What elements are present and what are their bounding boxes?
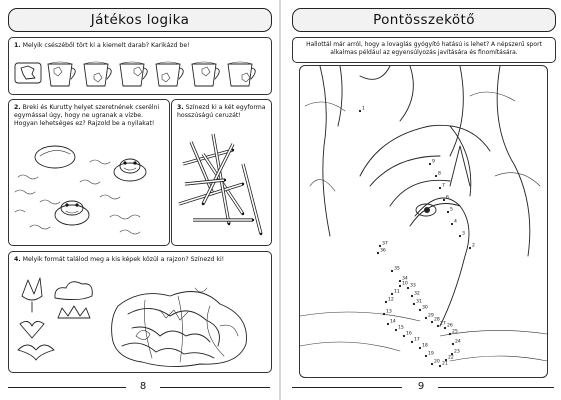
dot-label: 22 — [448, 355, 454, 361]
dot-point[interactable] — [395, 329, 397, 331]
dot-label: 8 — [438, 171, 441, 177]
dot-point[interactable] — [413, 303, 415, 305]
dot-label: 31 — [416, 299, 422, 305]
pencil-icon[interactable] — [243, 164, 262, 235]
numbered-dots[interactable] — [359, 106, 475, 368]
dot-point[interactable] — [439, 365, 441, 367]
task-2-question: 2. Breki és Kurutty helyet szeretnének cserélni egymással úgy, hogy ne ugranak a vízbe. Hogyan lehetséges ez? Rajzold be a nyilakat! — [14, 104, 160, 127]
dot-label: 25 — [452, 329, 458, 335]
right-page-title: Pontösszekötő — [292, 8, 556, 32]
dot-point[interactable] — [451, 223, 453, 225]
dot-point[interactable] — [425, 317, 427, 319]
dot-point[interactable] — [385, 301, 387, 303]
left-footer-line — [160, 387, 270, 388]
pencil-icon[interactable] — [193, 219, 254, 221]
broken-piece-icon[interactable] — [14, 62, 42, 84]
left-footer-line — [8, 387, 126, 388]
dot-point[interactable] — [419, 309, 421, 311]
dot-label: 19 — [428, 351, 434, 357]
dot-point[interactable] — [437, 325, 439, 327]
tangled-shapes-drawing[interactable] — [112, 288, 247, 367]
horse-dot-to-dot-picture[interactable] — [300, 66, 547, 377]
dot-point[interactable] — [447, 211, 449, 213]
shapes-picture — [10, 266, 268, 370]
dot-label: 9 — [432, 159, 435, 165]
grass — [300, 312, 547, 361]
dot-point[interactable] — [379, 245, 381, 247]
dot-point[interactable] — [425, 355, 427, 357]
frog-icon[interactable] — [114, 159, 146, 181]
left-page-title: Játékos logika — [8, 8, 272, 32]
dot-point[interactable] — [383, 313, 385, 315]
dot-point[interactable] — [469, 247, 471, 249]
dot-point[interactable] — [359, 110, 361, 112]
task-4-question: 4. Melyik formát találod meg a kis képek közül a rajzon? Színezd ki! — [14, 256, 225, 263]
cloud-icon[interactable] — [55, 282, 92, 300]
dot-point[interactable] — [449, 333, 451, 335]
dot-point[interactable] — [399, 285, 401, 287]
dot-label: 4 — [454, 219, 457, 225]
dot-label: 12 — [388, 297, 394, 303]
dot-label: 11 — [394, 289, 400, 295]
dot-label: 24 — [455, 339, 461, 345]
intro-text: Hallottál már arról, hogy a lovaglás gyógyító hatású is lehet? A népszerű sport alkalmas például az egyensúlyozás javítására és finomítására. — [306, 41, 542, 56]
plant-icon[interactable] — [20, 321, 44, 338]
intro-box — [292, 37, 556, 63]
cup-icon[interactable] — [48, 62, 75, 86]
right-footer-line — [438, 387, 554, 388]
dot-point[interactable] — [403, 335, 405, 337]
dot-point[interactable] — [387, 323, 389, 325]
dot-label: 27 — [440, 321, 446, 327]
dot-label: 29 — [428, 313, 434, 319]
dot-label: 26 — [447, 323, 453, 329]
leaf-icon[interactable] — [22, 278, 42, 312]
dot-point[interactable] — [435, 175, 437, 177]
dot-label: 37 — [382, 241, 388, 247]
dot-label: 36 — [380, 248, 386, 254]
dot-label: 20 — [434, 359, 440, 365]
task-3-question: 3. Színezd ki a két egyforma hosszúságú ceruzát! — [177, 104, 266, 119]
dot-point[interactable] — [399, 280, 401, 282]
frog-icon[interactable] — [55, 201, 89, 225]
left-page — [0, 0, 280, 400]
dot-label: 23 — [454, 349, 460, 355]
cup-icon[interactable] — [120, 62, 147, 86]
dot-point[interactable] — [444, 327, 446, 329]
dot-label: 1 — [362, 106, 365, 112]
dot-label: 3 — [462, 231, 465, 237]
dot-point[interactable] — [439, 187, 441, 189]
dot-label: 14 — [390, 319, 396, 325]
dot-label: 34 — [402, 276, 408, 282]
dot-point[interactable] — [419, 347, 421, 349]
dot-label: 21 — [442, 361, 448, 367]
right-page-number: 9 — [417, 381, 425, 392]
stone-icon[interactable] — [35, 146, 75, 168]
dot-point[interactable] — [443, 199, 445, 201]
dot-point[interactable] — [459, 235, 461, 237]
dot-point[interactable] — [407, 287, 409, 289]
dot-label: 6 — [446, 195, 449, 201]
bird-icon[interactable] — [18, 345, 54, 360]
water-waves — [15, 160, 140, 234]
dot-label: 28 — [434, 317, 440, 323]
dot-label: 32 — [414, 291, 420, 297]
dot-to-dot-picture-frame — [299, 65, 548, 378]
cup-icon[interactable] — [228, 62, 255, 86]
dot-point[interactable] — [411, 295, 413, 297]
dot-point[interactable] — [431, 321, 433, 323]
dot-label: 35 — [394, 266, 400, 272]
dot-label: 10 — [402, 281, 408, 287]
right-footer-line — [292, 387, 402, 388]
cup-icon[interactable] — [192, 62, 219, 86]
dot-point[interactable] — [429, 163, 431, 165]
dot-label: 7 — [442, 183, 445, 189]
cup-icon[interactable] — [84, 62, 111, 86]
dot-point[interactable] — [431, 363, 433, 365]
dot-label: 33 — [410, 283, 416, 289]
dot-label: 15 — [398, 325, 404, 331]
dot-label: 2 — [472, 243, 475, 249]
dot-label: 13 — [386, 309, 392, 315]
tree-icon — [305, 66, 540, 256]
task-1-question: 1. Melyik csészéből tört ki a kiemelt darab? Karikázd be! — [14, 42, 190, 49]
cups-row — [44, 58, 264, 90]
dot-label: 30 — [422, 305, 428, 311]
frog-pond-picture — [10, 132, 165, 242]
crown-icon[interactable] — [58, 306, 90, 318]
dot-point[interactable] — [377, 252, 379, 254]
dot-label: 18 — [422, 343, 428, 349]
dot-label: 5 — [450, 207, 453, 213]
dot-point[interactable] — [391, 293, 393, 295]
dot-label: 16 — [406, 331, 412, 337]
dot-point[interactable] — [452, 343, 454, 345]
dot-point[interactable] — [391, 270, 393, 272]
dot-label: 17 — [414, 337, 420, 343]
left-page-number: 8 — [139, 381, 147, 392]
pencils-picture — [173, 124, 269, 240]
right-page — [281, 0, 561, 400]
dot-point[interactable] — [411, 341, 413, 343]
cup-icon[interactable] — [156, 62, 183, 86]
